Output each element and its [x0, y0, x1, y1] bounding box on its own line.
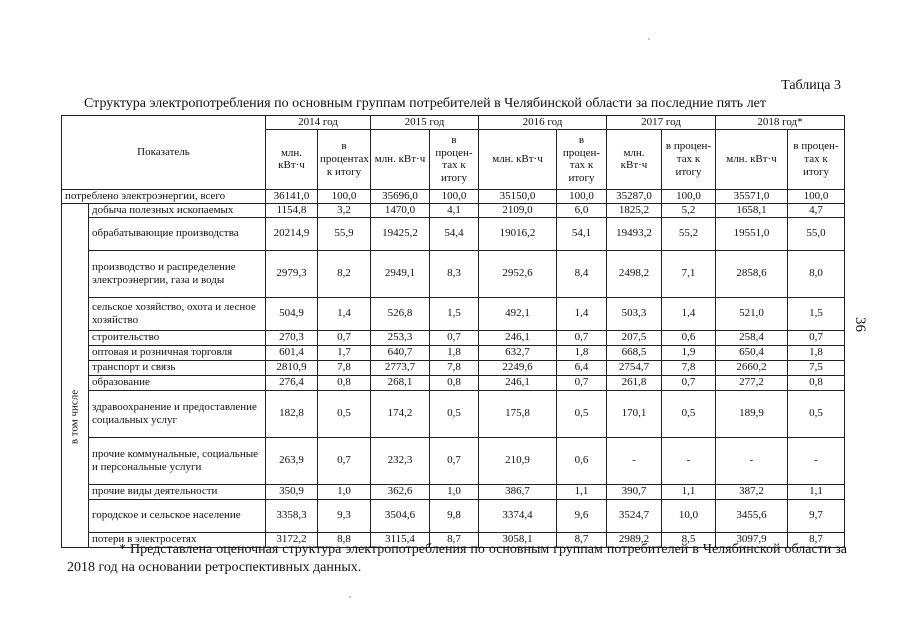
data-cell: 1,1	[788, 484, 845, 499]
unit-header-value: млн. кВт·ч	[607, 129, 662, 189]
data-cell: 1,4	[662, 297, 716, 330]
data-cell: 7,1	[662, 250, 716, 297]
row-label: здравоохранение и предоставление социальных услуг	[89, 390, 266, 437]
data-cell: 19493,2	[607, 217, 662, 250]
data-cell: 0,8	[318, 375, 371, 390]
data-cell: 1470,0	[371, 203, 430, 217]
data-cell: 8,7	[557, 532, 607, 547]
data-cell: 1,0	[318, 484, 371, 499]
unit-header-value: млн. кВт·ч	[371, 129, 430, 189]
data-cell: 8,5	[662, 532, 716, 547]
table-row	[62, 499, 845, 532]
data-cell: -	[607, 437, 662, 484]
unit-header-value: млн. кВт·ч	[716, 129, 788, 189]
scan-speck	[648, 38, 650, 40]
data-cell: 1,4	[557, 297, 607, 330]
footnote: * Представлена оценочная структура электропотребления по основным группам потребителей в Челябинской области за 2018 год на основании ретроспективных данных.	[67, 542, 847, 576]
data-cell: 8,4	[557, 250, 607, 297]
data-cell: 276,4	[266, 375, 318, 390]
data-cell: 0,5	[430, 390, 479, 437]
data-cell: 503,3	[607, 297, 662, 330]
year-header: 2014 год	[266, 116, 371, 130]
data-cell: 2498,2	[607, 250, 662, 297]
data-cell: 258,4	[716, 330, 788, 345]
data-cell: 9,8	[430, 499, 479, 532]
data-cell: 7,8	[318, 360, 371, 375]
table-row	[62, 250, 845, 297]
data-cell: 640,7	[371, 345, 430, 360]
year-header: 2018 год*	[716, 116, 845, 130]
data-cell: 2979,3	[266, 250, 318, 297]
data-cell: 0,5	[788, 390, 845, 437]
data-cell: 3524,7	[607, 499, 662, 532]
data-cell: 504,9	[266, 297, 318, 330]
data-cell: 170,1	[607, 390, 662, 437]
data-cell: 0,7	[557, 375, 607, 390]
data-cell: 8,2	[318, 250, 371, 297]
data-cell: 526,8	[371, 297, 430, 330]
data-cell: 174,2	[371, 390, 430, 437]
data-cell: 9,3	[318, 499, 371, 532]
row-label: строительство	[89, 330, 266, 345]
data-cell: 0,8	[788, 375, 845, 390]
data-cell: 1,0	[430, 484, 479, 499]
data-cell: 8,7	[788, 532, 845, 547]
table-row	[62, 345, 845, 360]
data-cell: 100,0	[662, 189, 716, 203]
data-cell: 0,7	[318, 437, 371, 484]
row-label: потреблено электроэнергии, всего	[62, 189, 266, 203]
data-cell: 650,4	[716, 345, 788, 360]
row-label: потери в электросетях	[89, 532, 266, 547]
data-cell: 9,6	[557, 499, 607, 532]
data-cell: 3504,6	[371, 499, 430, 532]
data-cell: 2754,7	[607, 360, 662, 375]
data-cell: 5,2	[662, 203, 716, 217]
data-cell: 277,2	[716, 375, 788, 390]
data-cell: 521,0	[716, 297, 788, 330]
data-cell: 10,0	[662, 499, 716, 532]
data-cell: 35696,0	[371, 189, 430, 203]
table-row	[62, 375, 845, 390]
table-row	[62, 484, 845, 499]
data-cell: 54,1	[557, 217, 607, 250]
data-cell: 2810,9	[266, 360, 318, 375]
data-cell: 182,8	[266, 390, 318, 437]
data-cell: 1,1	[557, 484, 607, 499]
data-cell: 3172,2	[266, 532, 318, 547]
row-label: образование	[89, 375, 266, 390]
data-cell: 1,9	[662, 345, 716, 360]
unit-header-value: млн. кВт·ч	[479, 129, 557, 189]
row-label: прочие коммунальные, социальные и персональные услуги	[89, 437, 266, 484]
data-cell: 2949,1	[371, 250, 430, 297]
data-cell: 0,7	[318, 330, 371, 345]
data-cell: 601,4	[266, 345, 318, 360]
data-cell: 3,2	[318, 203, 371, 217]
data-cell: 362,6	[371, 484, 430, 499]
data-cell: 4,1	[430, 203, 479, 217]
data-cell: 7,5	[788, 360, 845, 375]
data-cell: 387,2	[716, 484, 788, 499]
data-cell: 2660,2	[716, 360, 788, 375]
data-cell: 2773,7	[371, 360, 430, 375]
data-cell: 2952,6	[479, 250, 557, 297]
data-cell: 232,3	[371, 437, 430, 484]
data-cell: 268,1	[371, 375, 430, 390]
data-cell: 2989,2	[607, 532, 662, 547]
data-cell: 1658,1	[716, 203, 788, 217]
data-cell: 55,9	[318, 217, 371, 250]
table-row	[62, 203, 845, 217]
unit-header-value: млн. кВт·ч	[266, 129, 318, 189]
row-label: сельское хозяйство, охота и лесное хозяйство	[89, 297, 266, 330]
data-cell: 9,7	[788, 499, 845, 532]
data-cell: 390,7	[607, 484, 662, 499]
header-row-years	[62, 116, 845, 130]
data-cell: 270,3	[266, 330, 318, 345]
data-cell: 100,0	[557, 189, 607, 203]
data-cell: 0,5	[318, 390, 371, 437]
data-cell: 189,9	[716, 390, 788, 437]
table-row	[62, 217, 845, 250]
data-cell: 261,8	[607, 375, 662, 390]
data-cell: 207,5	[607, 330, 662, 345]
row-label: добыча полезных ископаемых	[89, 203, 266, 217]
data-cell: -	[788, 437, 845, 484]
page-number: 36	[852, 317, 868, 332]
data-cell: 35150,0	[479, 189, 557, 203]
indicator-header: Показатель	[62, 116, 266, 190]
data-cell: 175,8	[479, 390, 557, 437]
data-cell: 3058,1	[479, 532, 557, 547]
table-row	[62, 360, 845, 375]
data-cell: 19551,0	[716, 217, 788, 250]
unit-header-percent: в процен-тах к итогу	[430, 129, 479, 189]
data-cell: 0,6	[557, 437, 607, 484]
data-cell: 0,5	[557, 390, 607, 437]
data-cell: 3455,6	[716, 499, 788, 532]
data-cell: 100,0	[430, 189, 479, 203]
data-cell: 2249,6	[479, 360, 557, 375]
row-label: городское и сельское население	[89, 499, 266, 532]
data-cell: 8,3	[430, 250, 479, 297]
year-header: 2015 год	[371, 116, 479, 130]
data-cell: 0,7	[430, 330, 479, 345]
row-label: обрабатывающие производства	[89, 217, 266, 250]
data-cell: 4,7	[788, 203, 845, 217]
data-cell: 1,1	[662, 484, 716, 499]
data-cell: 1,5	[788, 297, 845, 330]
table-caption: Таблица 3	[781, 78, 841, 93]
data-cell: 386,7	[479, 484, 557, 499]
data-cell: 8,0	[788, 250, 845, 297]
data-cell: 20214,9	[266, 217, 318, 250]
data-cell: 1,4	[318, 297, 371, 330]
data-cell: 246,1	[479, 330, 557, 345]
data-cell: 1,8	[430, 345, 479, 360]
year-header: 2016 год	[479, 116, 607, 130]
side-label: в том числе	[68, 389, 81, 444]
data-cell: 0,5	[662, 390, 716, 437]
data-cell: 1,8	[557, 345, 607, 360]
row-label: оптовая и розничная торговля	[89, 345, 266, 360]
data-cell: 8,8	[318, 532, 371, 547]
data-cell: 0,7	[430, 437, 479, 484]
data-cell: 19425,2	[371, 217, 430, 250]
table-row-total	[62, 189, 845, 203]
data-cell: 0,7	[557, 330, 607, 345]
data-cell: -	[716, 437, 788, 484]
data-cell: 1825,2	[607, 203, 662, 217]
data-cell: 1,8	[788, 345, 845, 360]
scan-speck	[349, 596, 351, 598]
data-cell: 1,7	[318, 345, 371, 360]
unit-header-percent: в процен-тах к итогу	[788, 129, 845, 189]
data-cell: 7,8	[430, 360, 479, 375]
data-cell: 263,9	[266, 437, 318, 484]
data-cell: 1154,8	[266, 203, 318, 217]
table-title: Структура электропотребления по основным группам потребителей в Челябинской области за последние пять лет	[84, 96, 767, 111]
data-cell: 0,8	[430, 375, 479, 390]
data-cell: 253,3	[371, 330, 430, 345]
data-cell: 2109,0	[479, 203, 557, 217]
unit-header-percent: в процентах к итогу	[318, 129, 371, 189]
data-cell: 7,8	[662, 360, 716, 375]
row-label: производство и распределение электроэнергии, газа и воды	[89, 250, 266, 297]
row-label: прочие виды деятельности	[89, 484, 266, 499]
consumption-table	[61, 115, 845, 548]
data-cell: 55,2	[662, 217, 716, 250]
data-cell: 35571,0	[716, 189, 788, 203]
data-cell: 2858,6	[716, 250, 788, 297]
unit-header-percent: в процен-тах к итогу	[662, 129, 716, 189]
data-cell: -	[662, 437, 716, 484]
data-cell: 0,6	[662, 330, 716, 345]
data-cell: 350,9	[266, 484, 318, 499]
data-cell: 1,5	[430, 297, 479, 330]
table-row	[62, 437, 845, 484]
data-cell: 19016,2	[479, 217, 557, 250]
data-cell: 6,4	[557, 360, 607, 375]
table-row	[62, 297, 845, 330]
data-cell: 36141,0	[266, 189, 318, 203]
data-cell: 8,7	[430, 532, 479, 547]
data-cell: 210,9	[479, 437, 557, 484]
data-cell: 632,7	[479, 345, 557, 360]
data-cell: 492,1	[479, 297, 557, 330]
year-header: 2017 год	[607, 116, 716, 130]
table-row	[62, 330, 845, 345]
data-cell: 3374,4	[479, 499, 557, 532]
row-label: транспорт и связь	[89, 360, 266, 375]
data-cell: 0,7	[788, 330, 845, 345]
data-cell: 100,0	[788, 189, 845, 203]
unit-header-percent: в процен-тах к итогу	[557, 129, 607, 189]
data-cell: 0,7	[662, 375, 716, 390]
data-cell: 3358,3	[266, 499, 318, 532]
data-cell: 668,5	[607, 345, 662, 360]
data-cell: 3097,9	[716, 532, 788, 547]
data-cell: 6,0	[557, 203, 607, 217]
data-cell: 246,1	[479, 375, 557, 390]
data-cell: 54,4	[430, 217, 479, 250]
data-cell: 100,0	[318, 189, 371, 203]
data-cell: 35287,0	[607, 189, 662, 203]
data-cell: 55,0	[788, 217, 845, 250]
table-row	[62, 390, 845, 437]
side-label-cell	[62, 203, 89, 547]
data-cell: 3115,4	[371, 532, 430, 547]
